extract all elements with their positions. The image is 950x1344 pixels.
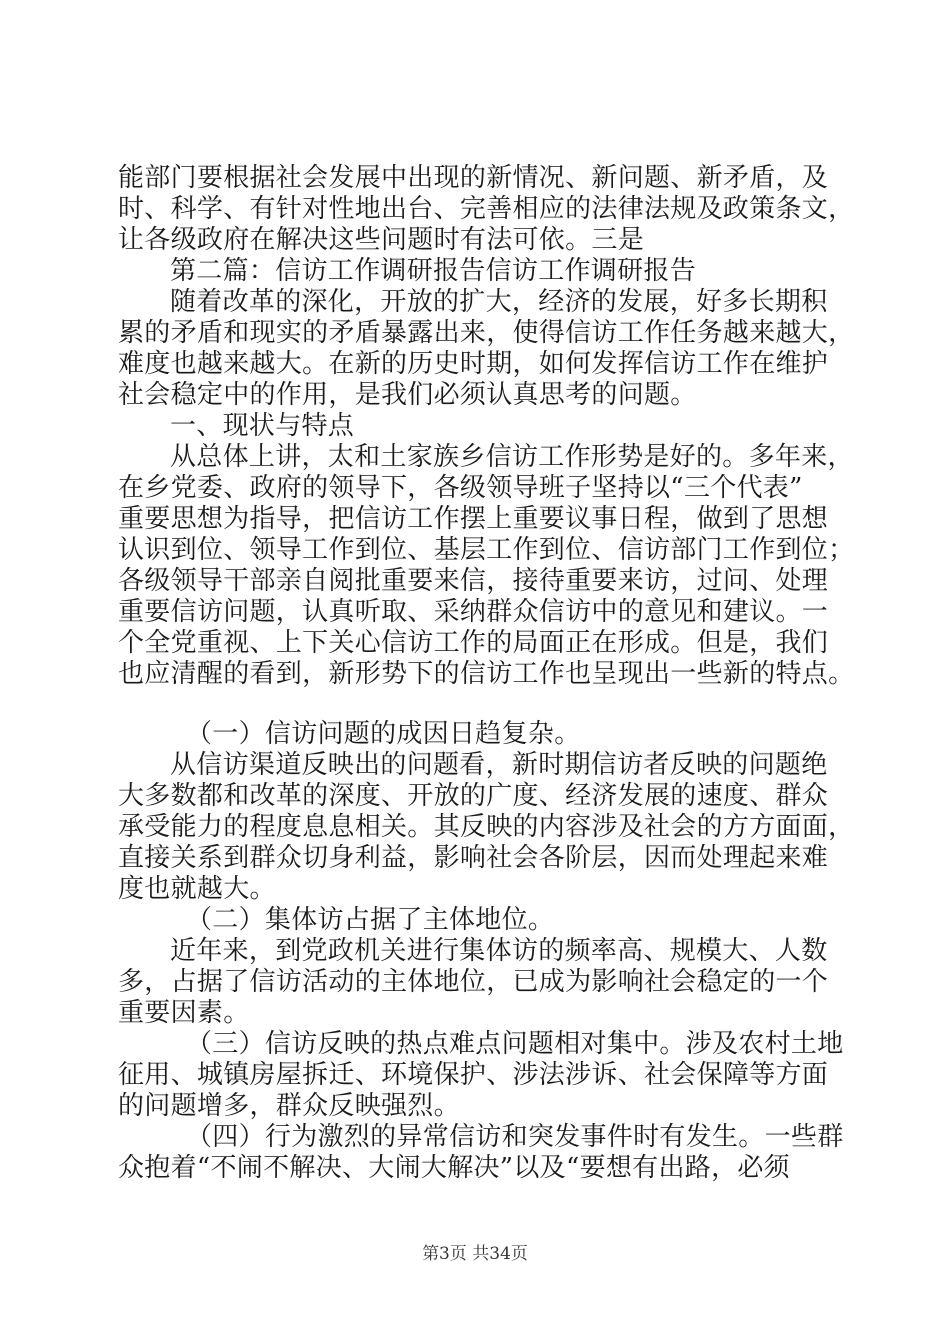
text-line: 难度也越来越大。在新的历史时期，如何发挥信访工作在维护 bbox=[118, 349, 829, 379]
item-heading: （三）信访反映的热点难点问题相对集中。涉及农村土地 bbox=[186, 1029, 844, 1059]
text-line: 个全党重视、上下关心信访工作的局面正在形成。但是，我们 bbox=[118, 628, 829, 658]
item-heading: （一）信访问题的成因日趋复杂。 bbox=[186, 719, 581, 749]
text-line: 在乡党委、政府的领导下，各级领导班子坚持以“三个代表” bbox=[118, 473, 803, 503]
document-body bbox=[118, 163, 858, 1184]
text-line: 征用、城镇房屋拆迁、环境保护、涉法涉诉、社会保障等方面 bbox=[118, 1060, 829, 1090]
item-heading: （二）集体访占据了主体地位。 bbox=[186, 905, 555, 935]
text-line: 近年来，到党政机关进行集体访的频率高、规模大、人数 bbox=[170, 936, 828, 966]
paragraph-gap bbox=[118, 690, 858, 719]
page-number: 第3页 共34页 bbox=[422, 1244, 528, 1264]
text-line: 也应清醒的看到，新形势下的信访工作也呈现出一些新的特点。 bbox=[118, 659, 855, 689]
text-line: 的问题增多，群众反映强烈。 bbox=[118, 1091, 460, 1121]
text-line: 重要信访问题，认真听取、采纳群众信访中的意见和建议。一 bbox=[118, 597, 829, 627]
text-line: 各级领导干部亲自阅批重要来信，接待重要来访，过问、处理 bbox=[118, 566, 829, 596]
text-line: 多，占据了信访活动的主体地位，已成为影响社会稳定的一个 bbox=[118, 967, 829, 997]
text-line: 从信访渠道反映出的问题看，新时期信访者反映的问题绝 bbox=[170, 750, 828, 780]
text-line: 重要因素。 bbox=[118, 998, 250, 1028]
section-heading: 第二篇：信访工作调研报告信访工作调研报告 bbox=[170, 256, 697, 286]
item-heading: （四）行为激烈的异常信访和突发事件时有发生。一些群 bbox=[186, 1122, 844, 1152]
text-line: 从总体上讲，太和土家族乡信访工作形势是好的。多年来， bbox=[170, 442, 854, 472]
text-line: 度也就越大。 bbox=[118, 874, 276, 904]
text-line: 时、科学、有针对性地出台、完善相应的法律法规及政策条文， bbox=[118, 194, 855, 224]
text-line: 重要思想为指导，把信访工作摆上重要议事日程，做到了思想 bbox=[118, 504, 829, 534]
text-line: 随着改革的深化，开放的扩大，经济的发展，好多长期积 bbox=[170, 287, 828, 317]
text-line: 大多数都和改革的深度、开放的广度、经济发展的速度、群众 bbox=[118, 781, 829, 811]
text-line: 承受能力的程度息息相关。其反映的内容涉及社会的方方面面， bbox=[118, 812, 855, 842]
text-line: 让各级政府在解决这些问题时有法可依。三是 bbox=[118, 225, 645, 255]
text-line: 能部门要根据社会发展中出现的新情况、新问题、新矛盾，及 bbox=[118, 163, 829, 193]
text-line: 众抱着“不闹不解决、大闹大解决”以及“要想有出路，必须 bbox=[118, 1153, 790, 1183]
text-line: 认识到位、领导工作到位、基层工作到位、信访部门工作到位； bbox=[118, 535, 855, 565]
subsection-heading: 一、现状与特点 bbox=[170, 411, 355, 441]
text-line: 直接关系到群众切身利益，影响社会各阶层，因而处理起来难 bbox=[118, 843, 829, 873]
text-line: 累的矛盾和现实的矛盾暴露出来，使得信访工作任务越来越大， bbox=[118, 318, 855, 348]
text-line: 社会稳定中的作用，是我们必须认真思考的问题。 bbox=[118, 380, 697, 410]
